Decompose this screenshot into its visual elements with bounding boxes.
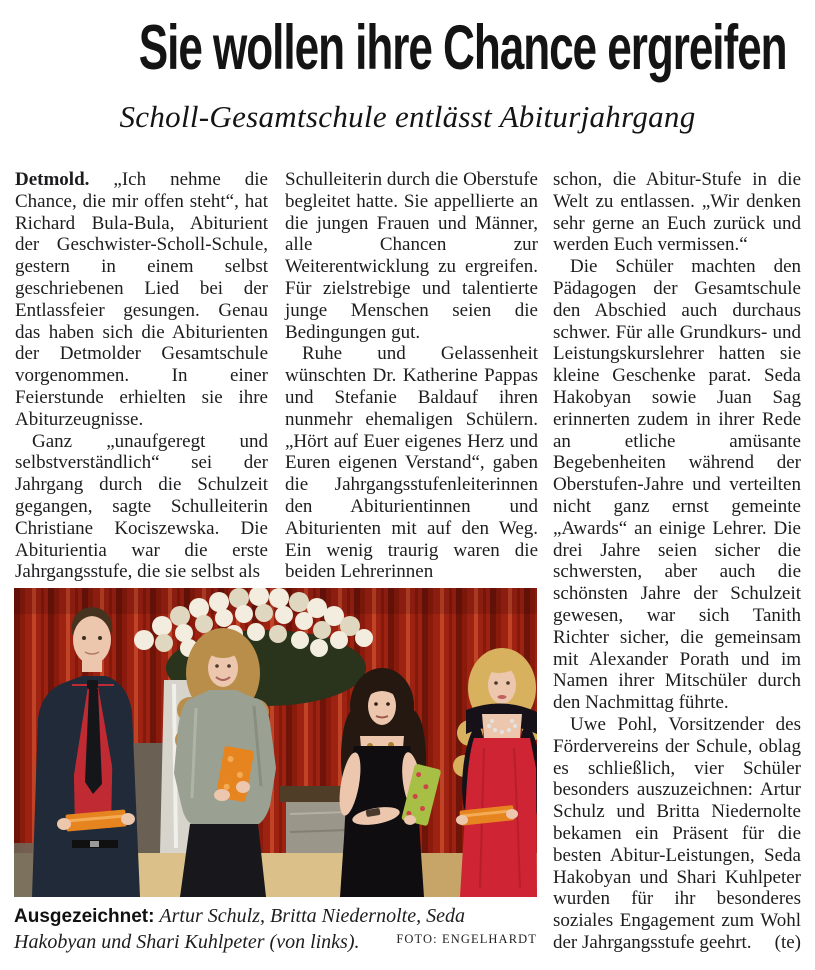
article-paragraph: Detmold. „Ich nehme die Chance, die mir offen steht“, hat Richard Bula-Bula, Abiturient der Geschwister-Scholl-Schule, gestern in einem selbst geschriebenen Lied bei der Entlassfeier gesungen. Genau das haben sich die Abiturienten der Detmolder Gesamtschule vorgenommen. In einer Feierstunde erhielten sie ihre Abiturzeugnisse. bbox=[15, 169, 268, 430]
author-abbreviation: (te) bbox=[774, 931, 801, 953]
article-paragraph: Die Schüler machten den Pädagogen der Gesamtschule den Abschied auch durchaus schwer. Für alle Grundkurs- und Leistungskurslehrer hatten sie kleine Geschenke parat. Seda Hakobyan sowie Juan Sag erinnerten zudem in ihrer Rede an etliche amüsante Begebenheiten während der Oberstufen-Jahre und verteilten nicht ganz ernst gemeinte „Awards“ an einige Lehrer. Die drei Jahre seien sicher die schwersten, aber auch die schönsten Jahre der Schulzeit gewesen, war sich Tanith Richter sicher, die gemeinsam mit Alexander Porath und im Namen ihrer Mitschüler durch den Nachmittag führte. bbox=[553, 256, 801, 714]
article-column-3 bbox=[553, 169, 801, 954]
article-paragraph: Schulleiterin durch die Oberstufe begleitet hatte. Sie appellierte an die jungen Frauen und Männer, alle Chancen zur Weiterentwicklung zu ergreifen. Für zielstrebige und talentierte junge Menschen seien die Bedingungen gut. bbox=[285, 169, 538, 343]
subheadline: Scholl-Gesamtschule entlässt Abiturjahrgang bbox=[119, 99, 696, 134]
article-paragraph: Ganz „unaufgeregt und selbstverständlich“ sei der Jahrgang durch die Schulzeit gegangen, sagte Schulleiterin Christiane Kociszewska. Die Abiturientia war die erste Jahrgangsstufe, die sie selbst als bbox=[15, 430, 268, 583]
photo-credit: FOTO: ENGELHARDT bbox=[396, 931, 537, 946]
caption-lead: Ausgezeichnet: bbox=[14, 906, 155, 927]
article-column-2 bbox=[285, 169, 538, 583]
headline bbox=[0, 12, 815, 84]
photo-illustration bbox=[14, 588, 537, 897]
dateline: Detmold. bbox=[15, 169, 114, 190]
caption-text: Artur Schulz, Britta Niedernolte, Seda Hakobyan und Shari Kuhlpeter (von links). bbox=[14, 905, 465, 953]
headline-text: Sie wollen ihre Chance ergreifen bbox=[138, 13, 787, 83]
article-paragraph: Uwe Pohl, Vorsitzender des Fördervereins der Schule, oblag es schließlich, vier Schüler besonders auszuzeichnen: Artur Schulz und Britta Niedernolte bekamen ein Präsent für die besten Abitur-Leistungen, Seda Hakobyan und Shari Kuhlpeter wurden für ihr besonderes soziales Engagement zum Wohl der Jahrgangsstufe geehrt. (te) bbox=[553, 713, 801, 953]
photo-caption bbox=[14, 904, 537, 954]
article-photo bbox=[14, 588, 537, 897]
article-paragraph: Ruhe und Gelassenheit wünschten Dr. Katherine Pappas und Stefanie Baldauf ihren nunmehr ehemaligen Schülern. „Hört auf Euer eigenes Herz und Euren eigenen Verstand“, gaben die Jahrgangsstufenleiterinnen den Abiturientinnen und Abiturienten mit auf den Weg. Ein wenig traurig waren die beiden Lehrerinnen bbox=[285, 343, 538, 583]
article-paragraph: schon, die Abitur-Stufe in die Welt zu entlassen. „Wir denken sehr gerne an Euch zurück und werden Euch vermissen.“ bbox=[553, 169, 801, 256]
article-column-1 bbox=[15, 169, 268, 583]
